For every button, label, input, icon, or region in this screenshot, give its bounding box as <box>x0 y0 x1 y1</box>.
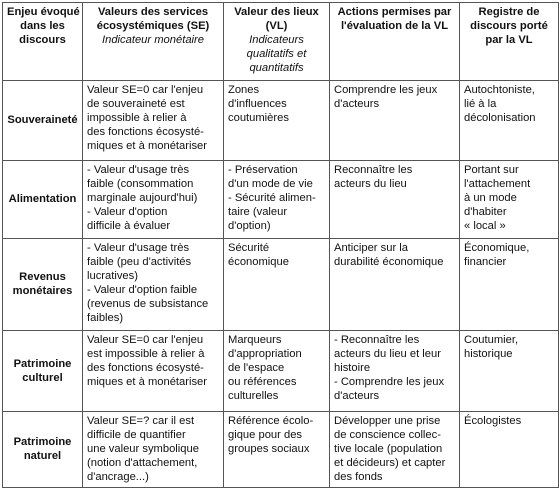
cell-line: Marqueurs <box>228 334 282 346</box>
row-label <box>3 81 83 161</box>
cell-actions <box>330 161 460 239</box>
cell-line: culturel <box>22 371 63 384</box>
table-row-revenus <box>3 239 559 331</box>
cell-line: Revenus <box>19 271 66 284</box>
cell-actions <box>330 412 460 488</box>
cell-line: Référence écolo- <box>228 415 314 427</box>
cell-line: culturelles <box>228 389 279 402</box>
cell-line: écosystémiques (SE) <box>96 19 210 32</box>
cell-line: et décideurs) et capter <box>334 456 446 469</box>
cell-line: une valeur symbolique <box>87 442 199 455</box>
cell-line: « local » <box>464 219 506 232</box>
cell-registre <box>460 239 559 331</box>
cell-se <box>83 161 224 239</box>
cell-line: impossible à relier à <box>87 111 187 124</box>
cell-line: Enjeu évoqué <box>7 6 80 18</box>
cell-line: - Reconnaître les <box>334 334 420 346</box>
cell-line: dans les <box>20 19 65 32</box>
cell-registre <box>460 161 559 239</box>
cell-line: d'un mode de vie <box>228 177 313 190</box>
cell-line: Autochtoniste, <box>464 84 535 96</box>
cell-subline: Indicateur monétaire <box>102 33 204 46</box>
cell-line: Valeur des lieux <box>234 6 319 18</box>
cell-line: Patrimoine <box>13 436 72 449</box>
cell-line: d'habiter <box>464 205 507 218</box>
header-row <box>3 3 559 81</box>
cell-line: l'attachement <box>464 177 531 190</box>
cell-line: d'appropriation <box>228 347 302 360</box>
cell-line: - Comprendre les jeux <box>334 375 445 388</box>
cell-line: Valeur SE=0 car l'enjeu <box>87 84 204 96</box>
cell-line: Sécurité <box>228 242 270 254</box>
cell-line: des fonctions écosysté- <box>87 361 204 374</box>
table-row-souverainete <box>3 81 559 161</box>
cell-line: décolonisation <box>464 111 536 124</box>
cell-line: - Préservation <box>228 164 298 176</box>
cell-line: Patrimoine <box>13 357 72 370</box>
cell-line: - Valeur d'usage très <box>87 164 190 176</box>
cell-line: Valeur SE=0 car l'enjeu <box>87 334 204 346</box>
cell-line: est impossible à relier à <box>87 347 205 360</box>
cell-subline: quantitatifs <box>249 61 304 74</box>
cell-se <box>83 81 224 161</box>
cell-se <box>83 331 224 412</box>
cell-vl <box>224 331 330 412</box>
cell-line: difficile de quantifier <box>87 428 186 441</box>
cell-line: histoire <box>334 361 371 374</box>
row-label <box>3 331 83 412</box>
cell-line: de conscience collec- <box>334 428 441 441</box>
cell-line: des fonds <box>334 470 383 483</box>
cell-line: gique pour des <box>228 428 303 441</box>
cell-line: l'évaluation de la VL <box>340 19 449 32</box>
cell-line: lié à la <box>464 97 497 110</box>
cell-line: miques et à monétariser <box>87 139 208 152</box>
cell-registre <box>460 331 559 412</box>
cell-line: économique <box>228 255 289 268</box>
cell-line: tive locale (population <box>334 442 443 455</box>
header-registre <box>460 3 559 81</box>
cell-vl <box>224 412 330 488</box>
cell-vl <box>224 81 330 161</box>
cell-line: - Valeur d'option faible <box>87 283 198 296</box>
table-row-patrimoine-culturel <box>3 331 559 412</box>
cell-line: Actions permises par <box>337 6 452 18</box>
cell-line: naturel <box>23 450 62 462</box>
cell-line: Comprendre les jeux <box>334 84 438 96</box>
cell-line: (VL) <box>265 19 288 32</box>
cell-actions <box>330 239 460 331</box>
cell-line: discours porté <box>470 19 548 32</box>
cell-line: d'acteurs <box>334 389 380 402</box>
header-valeurs-se <box>83 3 224 81</box>
cell-se <box>83 239 224 331</box>
table-row-patrimoine-naturel <box>3 412 559 488</box>
cell-line: d'influences <box>228 97 287 110</box>
cell-line: discours <box>19 33 66 46</box>
cell-line: Développer une prise <box>334 415 441 427</box>
cell-line: Valeurs des services <box>97 6 209 18</box>
cell-line: d'ancrage...) <box>87 470 149 483</box>
cell-line: monétaires <box>12 285 73 297</box>
cell-line: miques et à monétariser <box>87 375 208 388</box>
cell-line: Économique, <box>464 242 530 254</box>
cell-line: Écologistes <box>464 415 522 427</box>
cell-line: (notion d'attachement, <box>87 456 198 469</box>
cell-line: Portant sur <box>464 164 519 176</box>
cell-line: - Valeur d'usage très <box>87 242 190 254</box>
cell-line: faible (consommation <box>87 177 194 190</box>
cell-line: Souveraineté <box>7 114 78 127</box>
cell-line: taire (valeur <box>228 205 288 218</box>
cell-line: d'acteurs <box>334 97 380 110</box>
cell-line: à un mode <box>464 191 517 204</box>
cell-line: faibles) <box>87 311 124 324</box>
header-actions <box>330 3 460 81</box>
cell-actions <box>330 331 460 412</box>
cell-line: - Valeur d'option <box>87 205 168 218</box>
cell-line: financier <box>464 255 507 268</box>
row-label <box>3 239 83 331</box>
cell-line: Coutumier, <box>464 334 519 346</box>
cell-line: acteurs du lieu et leur <box>334 347 441 360</box>
header-valeur-lieux <box>224 3 330 81</box>
cell-line: (revenus de subsistance <box>87 297 209 310</box>
cell-line: Alimentation <box>8 193 77 206</box>
cell-line: durabilité économique <box>334 255 444 268</box>
cell-registre <box>460 412 559 488</box>
cell-line: Zones <box>228 84 260 96</box>
table-row-alimentation <box>3 161 559 239</box>
cell-line: de souveraineté est <box>87 97 185 110</box>
cell-line: historique <box>464 347 513 360</box>
cell-line: faible (peu d'activités <box>87 255 192 268</box>
cell-line: lucratives) <box>87 269 138 282</box>
cell-actions <box>330 81 460 161</box>
cell-se <box>83 412 224 488</box>
cell-line: marginale aujourd'hui) <box>87 191 198 204</box>
cell-registre <box>460 81 559 161</box>
cell-line: des fonctions écosysté- <box>87 125 204 138</box>
cell-vl <box>224 161 330 239</box>
row-label <box>3 161 83 239</box>
valuation-table <box>2 2 559 488</box>
cell-line: par la VL <box>485 33 533 46</box>
cell-line: Registre de <box>478 6 540 18</box>
cell-subline: Indicateurs <box>249 33 304 46</box>
cell-line: d'option) <box>228 219 271 232</box>
cell-line: Valeur SE=? car il est <box>87 415 195 427</box>
cell-vl <box>224 239 330 331</box>
cell-line: groupes sociaux <box>228 442 310 455</box>
row-label <box>3 412 83 488</box>
cell-subline: qualitatifs et <box>246 47 307 60</box>
header-enjeu <box>3 3 83 81</box>
cell-line: de l'espace <box>228 361 285 374</box>
cell-line: acteurs du lieu <box>334 177 407 190</box>
cell-line: Anticiper sur la <box>334 242 408 254</box>
cell-line: ou références <box>228 375 297 388</box>
cell-line: Reconnaître les <box>334 164 413 176</box>
cell-line: - Sécurité alimen- <box>228 191 316 204</box>
cell-line: coutumières <box>228 111 289 124</box>
cell-line: difficile à évaluer <box>87 219 171 232</box>
